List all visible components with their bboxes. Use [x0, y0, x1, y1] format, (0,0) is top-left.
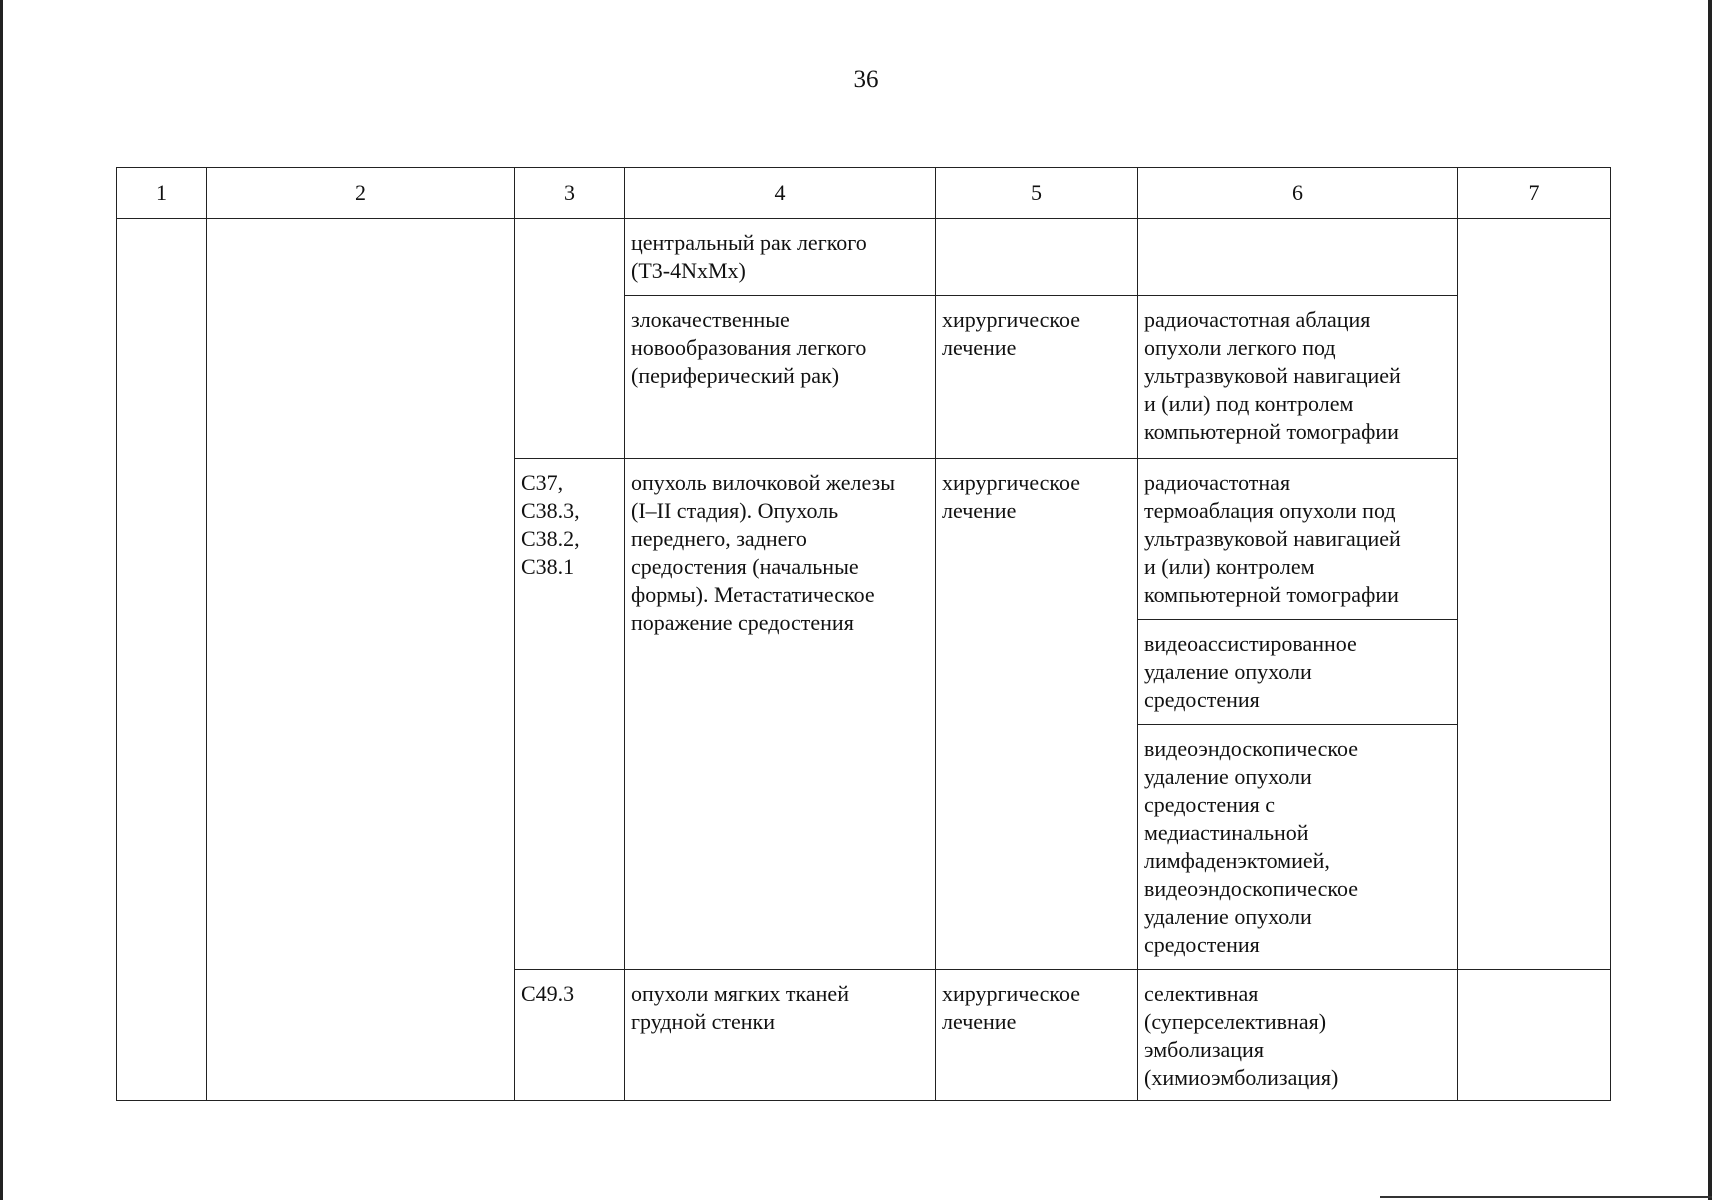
- column-header: 5: [936, 168, 1138, 219]
- column-header: 1: [117, 168, 207, 219]
- column-header: 4: [625, 168, 936, 219]
- icd-code-cell: C37, C38.3, C38.2, C38.1: [515, 459, 625, 970]
- method-cell: видеоэндоскопическое удаление опухоли средостения с медиастинальной лимфаденэктомией, видеоэндоскопическое удаление опухоли средостения: [1138, 725, 1458, 970]
- diagnosis-cell: опухоль вилочковой железы (I–II стадия). Опухоль переднего, заднего средостения (начальные формы). Метастатическое поражение средостения: [625, 459, 936, 970]
- method-cell: видеоассистированное удаление опухоли средостения: [1138, 620, 1458, 725]
- page-right-border: [1708, 0, 1712, 1200]
- column-header: 6: [1138, 168, 1458, 219]
- diagnosis-cell: центральный рак легкого (T3-4NxMx): [625, 219, 936, 296]
- column-header: 3: [515, 168, 625, 219]
- table-cell-col5: [936, 219, 1138, 296]
- table-cell-col1: [117, 219, 207, 1101]
- method-cell: селективная (суперселективная) эмболизация (химиоэмболизация): [1138, 970, 1458, 1101]
- page-bottom-mark: [1380, 1196, 1712, 1198]
- treatment-type-cell: хирургическое лечение: [936, 296, 1138, 459]
- table-cell-col3: [515, 219, 625, 459]
- treatment-table: [116, 167, 1611, 1101]
- table-cell-col2: [207, 219, 515, 1101]
- column-header: 2: [207, 168, 515, 219]
- column-header: 7: [1458, 168, 1611, 219]
- diagnosis-cell: опухоли мягких тканей грудной стенки: [625, 970, 936, 1101]
- method-cell: радиочастотная аблация опухоли легкого под ультразвуковой навигацией и (или) под контролем компьютерной томографии: [1138, 296, 1458, 459]
- page-left-border: [0, 0, 3, 1200]
- table-cell-col7: [1458, 970, 1611, 1101]
- page-number: 36: [853, 66, 879, 93]
- method-cell: радиочастотная термоаблация опухоли под ультразвуковой навигацией и (или) контролем компьютерной томографии: [1138, 459, 1458, 620]
- table-header-row: [117, 168, 1611, 219]
- treatment-type-cell: хирургическое лечение: [936, 970, 1138, 1101]
- icd-code-cell: C49.3: [515, 970, 625, 1101]
- table-cell-col7: [1458, 219, 1611, 970]
- table-cell-col6: [1138, 219, 1458, 296]
- diagnosis-cell: злокачественные новообразования легкого (периферический рак): [625, 296, 936, 459]
- treatment-type-cell: хирургическое лечение: [936, 459, 1138, 970]
- table-row: [117, 219, 1611, 296]
